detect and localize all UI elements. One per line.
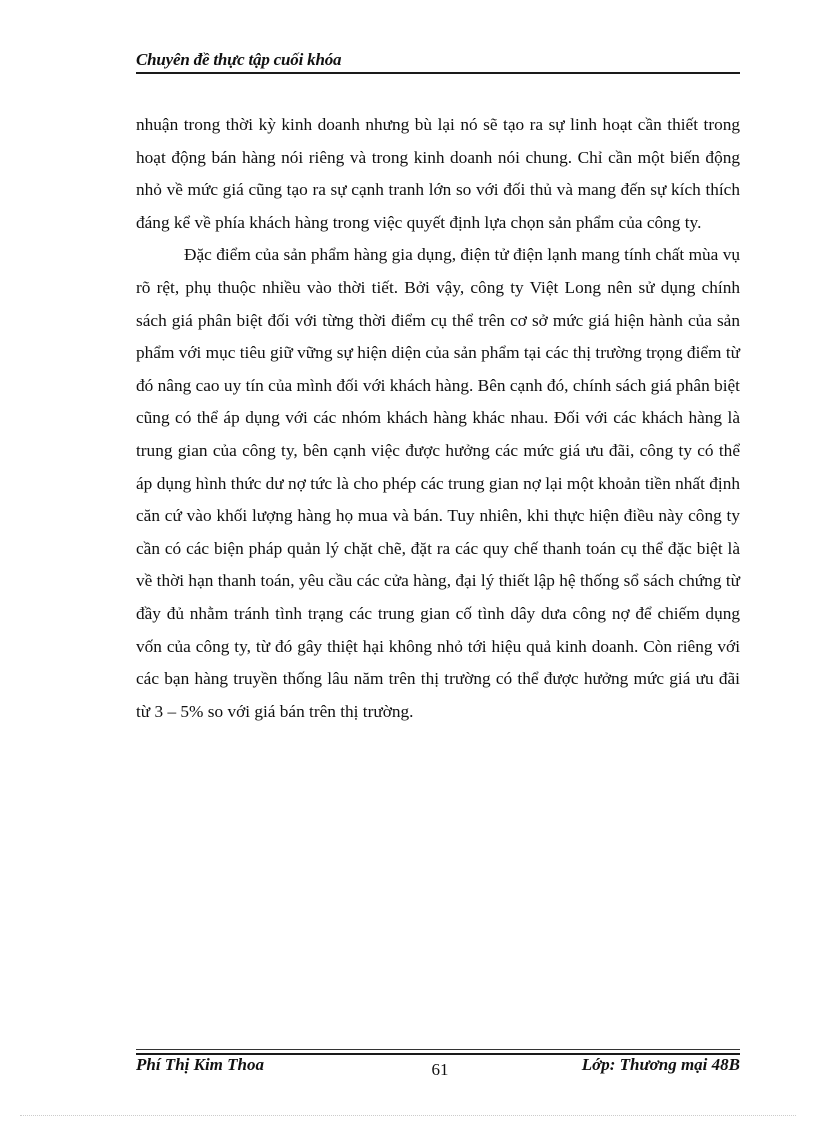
bottom-dotted-edge: [20, 1115, 796, 1116]
body-text: [136, 109, 740, 728]
paragraph-2: Đặc điểm của sản phẩm hàng gia dụng, điện tử điện lạnh mang tính chất mùa vụ rõ rệt, phụ thuộc nhiều vào thời tiết. Bởi vậy, công ty Việt Long nên sử dụng chính sách giá phân biệt đối với từng thời điểm cụ thể trên cơ sở mức giá hiện hành của sản phẩm với mục tiêu giữ vững sự hiện diện của sản phẩm tại các thị trường trọng điểm từ đó nâng cao uy tín của mình đối với khách hàng. Bên cạnh đó, chính sách giá phân biệt cũng có thể áp dụng với các nhóm khách hàng khác nhau. Đối với các khách hàng là trung gian của công ty, bên cạnh việc được hưởng các mức giá ưu đãi, công ty có thể áp dụng hình thức dư nợ tức là cho phép các trung gian nợ lại một khoản tiền nhất định căn cứ vào khối lượng hàng họ mua và bán. Tuy nhiên, khi thực hiện điều này công ty cần có các biện pháp quản lý chặt chẽ, đặt ra các quy chế thanh toán cụ thể đặc biệt là về thời hạn thanh toán, yêu cầu các cửa hàng, đại lý thiết lập hệ thống sổ sách chứng từ đầy đủ nhằm tránh tình trạng các trung gian cố tình dây dưa công nợ để chiếm dụng vốn của công ty, từ đó gây thiệt hại không nhỏ tới hiệu quả kinh doanh. Còn riêng với các bạn hàng truyền thống lâu năm trên thị trường có thể được hưởng mức giá ưu đãi từ 3 – 5% so với giá bán trên thị trường.: [136, 245, 740, 721]
page-number: 61: [431, 1060, 449, 1079]
footer-author: Phí Thị Kim Thoa: [136, 1055, 264, 1074]
header-rule: [136, 72, 740, 74]
paragraph-1: nhuận trong thời kỳ kinh doanh nhưng bù lại nó sẽ tạo ra sự linh hoạt cần thiết trong hoạt động bán hàng nói riêng và trong kinh doanh nói chung. Chỉ cần một biến động nhỏ về mức giá cũng tạo ra sự cạnh tranh lớn so với đối thủ và mang đến sự kích thích đáng kể về phía khách hàng trong việc quyết định lựa chọn sản phẩm của công ty.: [136, 115, 740, 232]
header-title: Chuyên đề thực tập cuối khóa: [136, 50, 342, 69]
footer-rule-top: [136, 1049, 740, 1050]
footer-class-label: Lớp: Thương mại 48B: [581, 1055, 740, 1074]
page-header: [136, 48, 740, 74]
